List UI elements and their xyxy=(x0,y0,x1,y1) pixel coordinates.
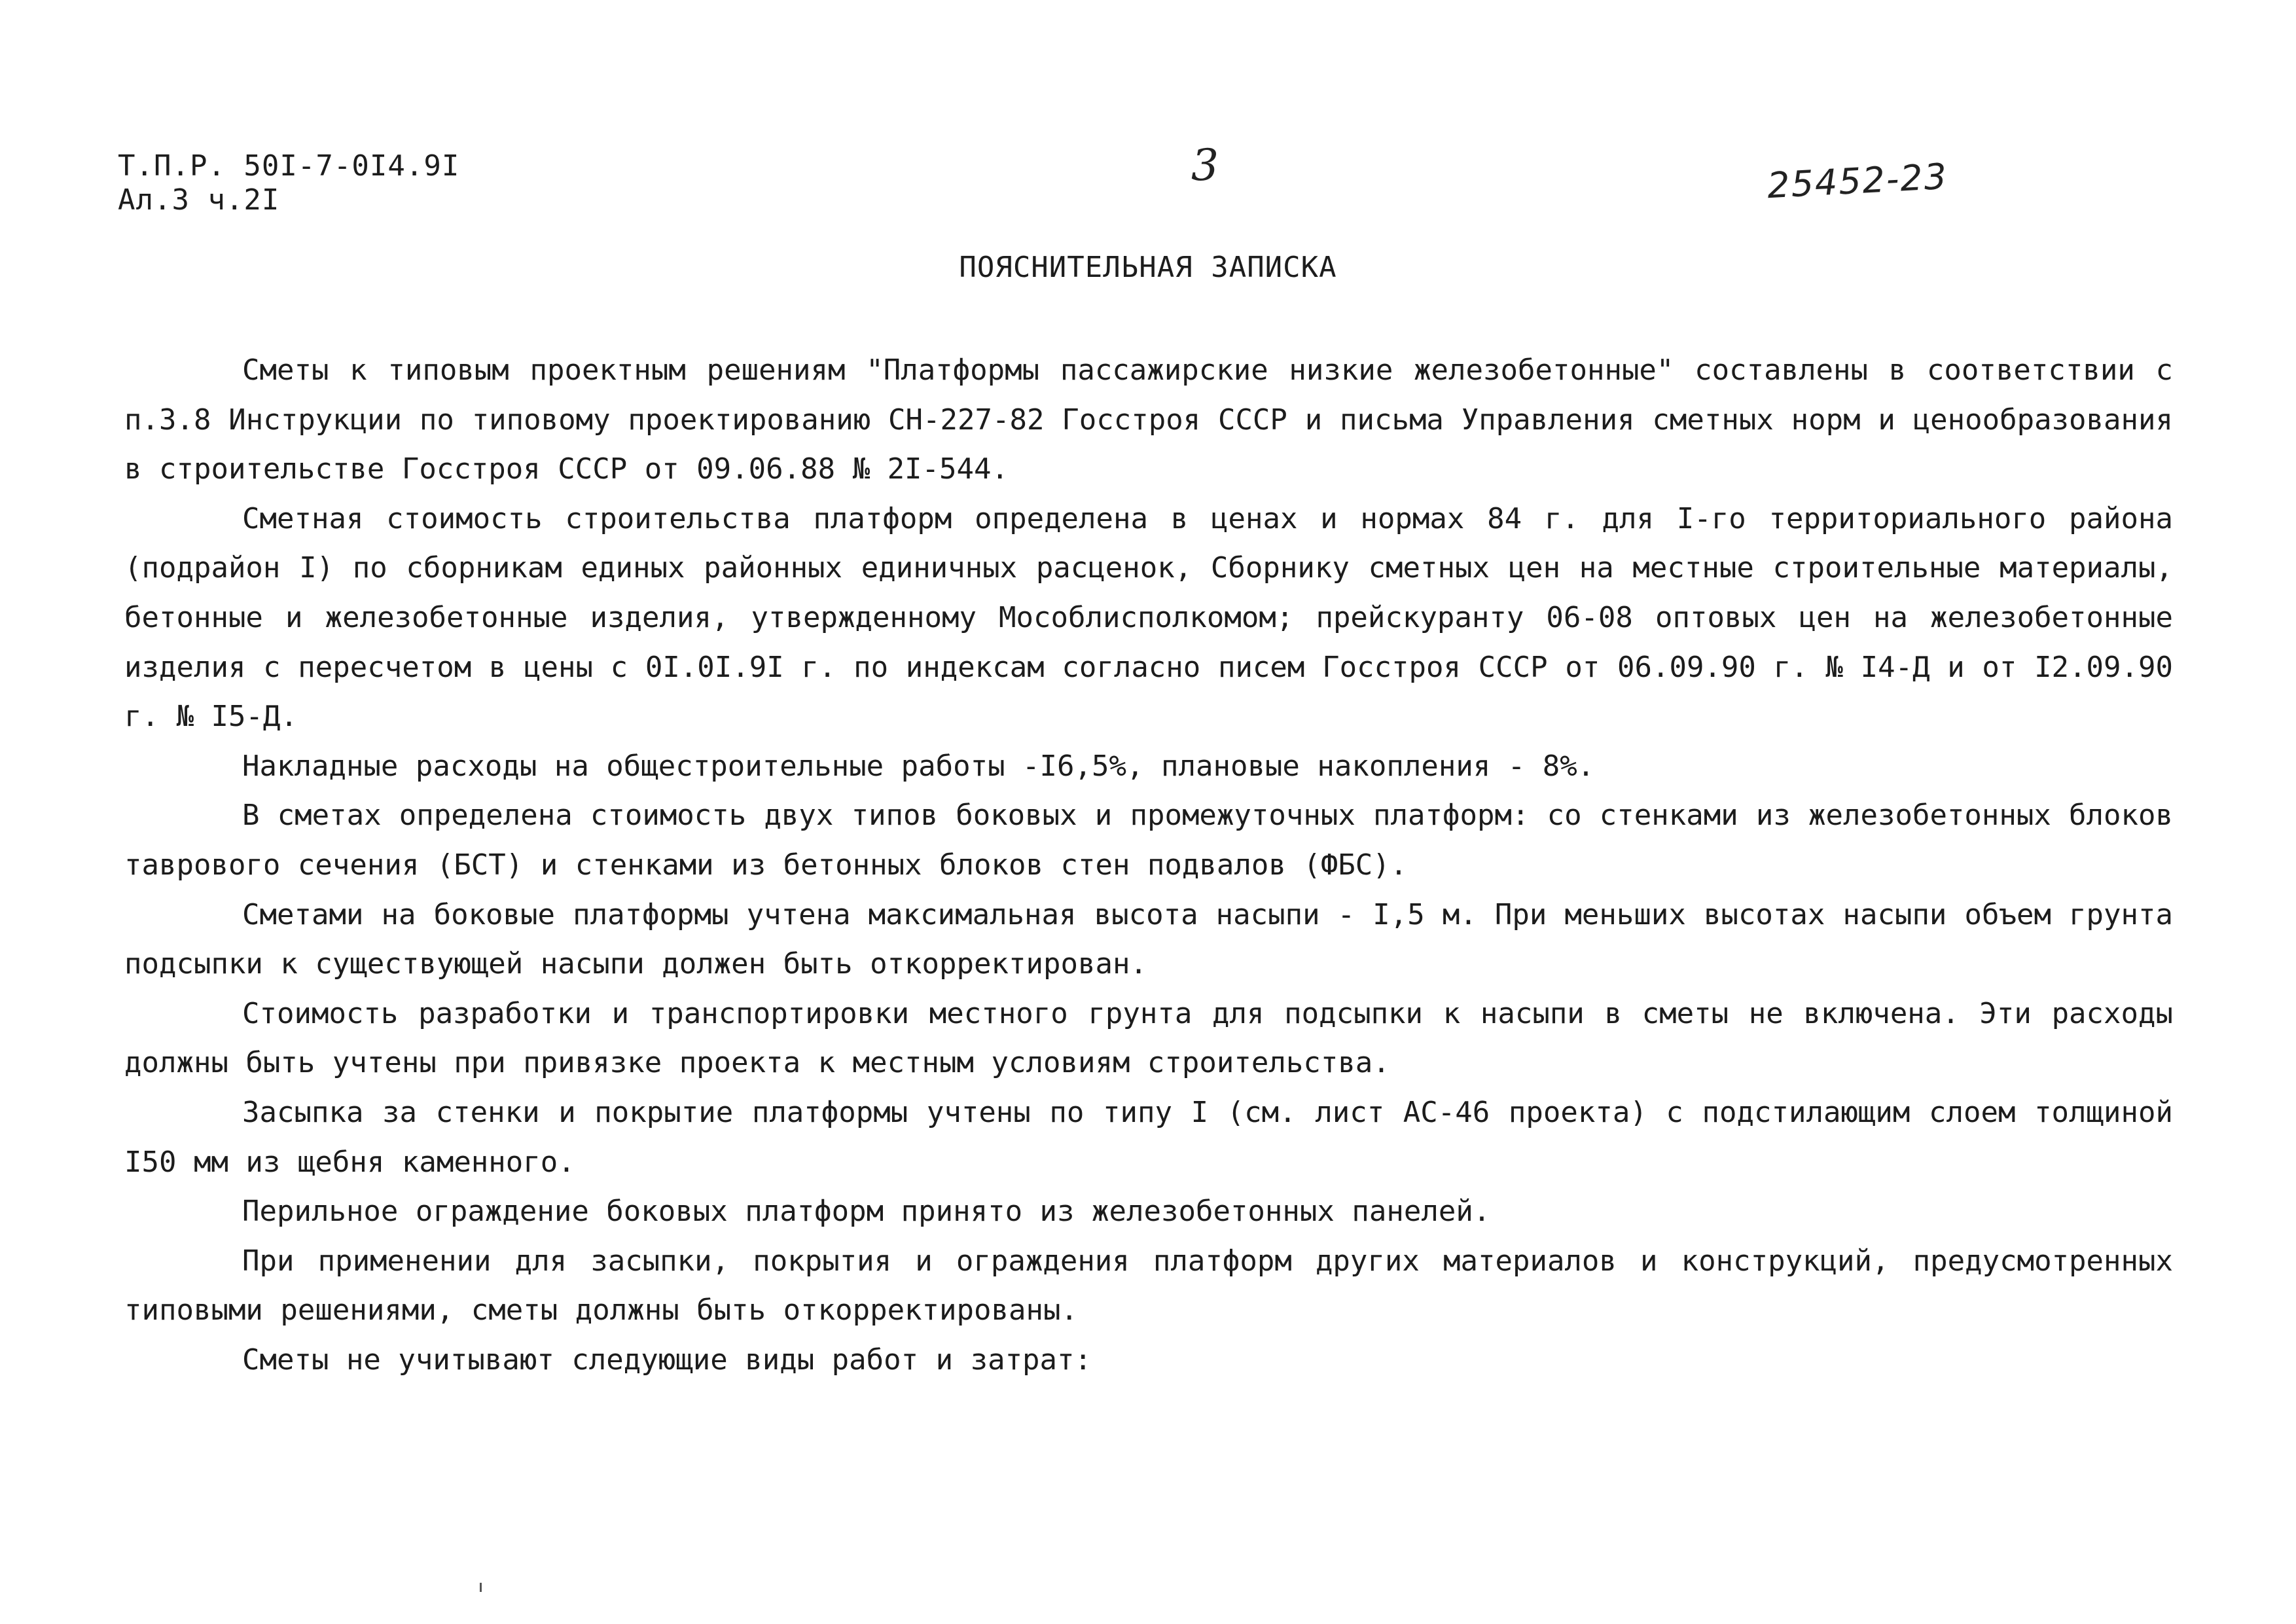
page-number: 3 xyxy=(1191,140,1219,190)
paragraph: В сметах определена стоимость двух типов боковых и промежуточных платформ: со стенками из железобетонных блоков таврового сечения (БСТ) и стенками из бетонных блоков стен подвалов (ФБС). xyxy=(124,799,2173,882)
document-body xyxy=(124,346,2173,1384)
paragraph: Засыпка за стенки и покрытие платформы учтены по типу I (см. лист АС-46 проекта) с подстилающим слоем толщиной I50 мм из щебня каменного. xyxy=(124,1095,2173,1179)
paragraph: Накладные расходы на общестроительные работы -I6,5%, плановые накопления - 8%. xyxy=(242,749,1595,783)
paragraph: Сметами на боковые платформы учтена максимальная высота насыпи - I,5 м. При меньших высотах насыпи объем грунта подсыпки к существующей насыпи должен быть откорректирован. xyxy=(124,897,2173,981)
paragraph: При применении для засыпки, покрытия и ограждения платформ других материалов и конструкций, предусмотренных типовыми решениями, сметы должны быть откорректированы. xyxy=(124,1244,2173,1327)
document-code-block xyxy=(118,149,459,217)
paragraph: Стоимость разработки и транспортировки местного грунта для подсыпки к насыпи в сметы не включена. Эти расходы должны быть учтены при привязке проекта к местным условиям строительства. xyxy=(124,996,2173,1080)
paragraph: Перильное ограждение боковых платформ принято из железобетонных панелей. xyxy=(242,1195,1491,1229)
paragraph: Сметная стоимость строительства платформ определена в ценах и нормах 84 г. для I-го территориального района (подрайон I) по сборникам единых районных единичных расценок, Сборнику сметных цен на местные строительные материалы, бетонные и железобетонные изделия, утвержденному Мособлисполкомом; прейскуранту 06-08 оптовых цен на железобетонные изделия с пересчетом в цены с 0I.0I.9I г. по индексам согласно писем Госстроя СССР от 06.09.90 г. № I4-Д и от I2.09.90 г. № I5-Д. xyxy=(124,501,2173,734)
document-code: Т.П.Р. 50I-7-0I4.9I xyxy=(118,149,460,183)
scan-speck xyxy=(480,1583,482,1592)
paragraph: Сметы к типовым проектным решениям "Платформы пассажирские низкие железобетонные" составлены в соответствии с п.3.8 Инструкции по типовому проектированию СН-227-82 Госстроя СССР и письма Управления сметных норм и ценообразования в строительстве Госстроя СССР от 09.06.88 № 2I-544. xyxy=(124,353,2173,486)
paragraph: Сметы не учитывают следующие виды работ и затрат: xyxy=(242,1343,1092,1377)
album-part: Ал.3 ч.2I xyxy=(118,183,280,217)
handwritten-registration-number: 25452-23 xyxy=(1766,155,1949,207)
page-title: ПОЯСНИТЕЛЬНАЯ ЗАПИСКА xyxy=(959,251,1337,284)
